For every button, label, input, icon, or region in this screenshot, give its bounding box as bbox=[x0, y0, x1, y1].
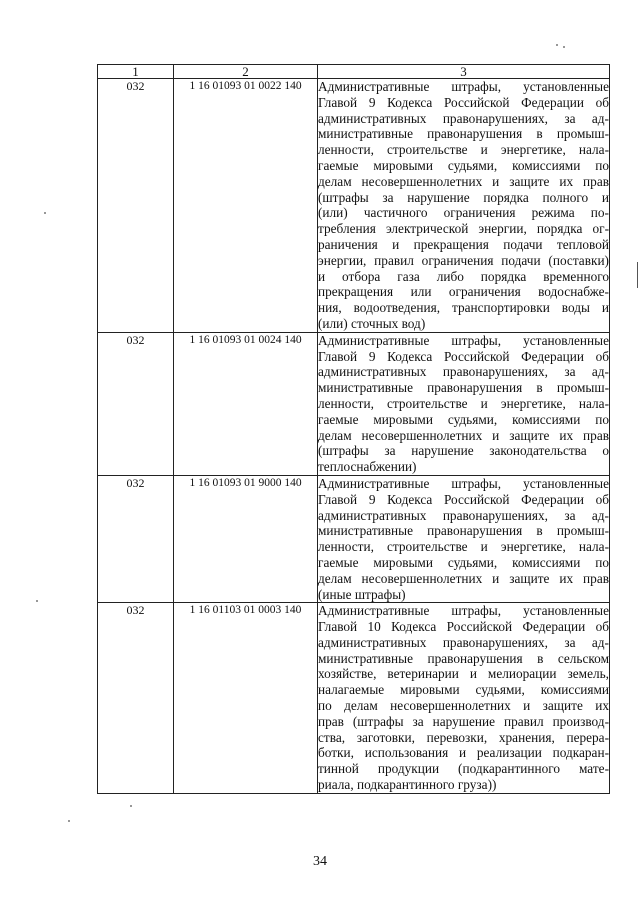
description-line: ботки, использования и реализации подкаран- bbox=[318, 745, 609, 761]
description-line: гаемые мировыми судьями, комиссиями по bbox=[318, 157, 609, 173]
description-line: налагаемые мировыми судьями, комиссиями bbox=[318, 682, 609, 698]
description-line: по делам несовершеннолетних и защите их bbox=[318, 698, 609, 714]
description-line: административных правонарушениях, за ад- bbox=[318, 110, 609, 126]
description-line: министративные правонарушения в сельском bbox=[318, 650, 609, 666]
revenue-description bbox=[318, 332, 610, 475]
description-line: административных правонарушениях, за ад- bbox=[318, 507, 609, 523]
description-line: министративные правонарушения в промыш- bbox=[318, 126, 609, 142]
description-line: (или) сточных вод) bbox=[318, 315, 426, 331]
description-line: Административные штрафы, установленные bbox=[318, 332, 609, 348]
description-line: ленности, строительстве и энергетике, нала- bbox=[318, 539, 609, 555]
description-line: (или) частичного ограничения режима по- bbox=[318, 205, 609, 221]
description-line: (иные штрафы) bbox=[318, 586, 406, 602]
description-line: ния, водоотведения, транспортировки воды и bbox=[318, 300, 609, 316]
scan-speck bbox=[130, 805, 132, 807]
column-number-2: 2 bbox=[174, 65, 318, 79]
scan-speck bbox=[556, 44, 558, 46]
table-row bbox=[98, 603, 610, 794]
description-line: и отбора газа либо порядка временного bbox=[318, 268, 609, 284]
administrator-code: 032 bbox=[98, 79, 174, 333]
scan-speck bbox=[563, 46, 565, 48]
description-line: прекращения или ограничения водоснабже- bbox=[318, 284, 609, 300]
description-line: раничения и прекращения подачи тепловой bbox=[318, 236, 609, 252]
scan-speck bbox=[36, 600, 38, 602]
description-line: тинной продукции (подкарантинного мате- bbox=[318, 761, 609, 777]
administrator-code: 032 bbox=[98, 332, 174, 475]
scan-edge-mark bbox=[637, 262, 638, 288]
revenue-description bbox=[318, 79, 610, 333]
description-line: теплоснабжении) bbox=[318, 459, 417, 475]
description-line: хозяйстве, ветеринарии и мелиорации земель, bbox=[318, 666, 609, 682]
revenue-description bbox=[318, 603, 610, 794]
description-line: делам несовершеннолетних и защите их прав bbox=[318, 427, 609, 443]
scan-speck bbox=[44, 212, 46, 214]
description-line: Административные штрафы, установленные bbox=[318, 603, 609, 619]
description-line: делам несовершеннолетних и защите их прав bbox=[318, 173, 609, 189]
description-line: ства, заготовки, перевозки, хранения, перера- bbox=[318, 729, 609, 745]
revenue-description bbox=[318, 475, 610, 602]
description-line: требления электрической энергии, порядка ог- bbox=[318, 221, 609, 237]
description-line: прав (штрафы за нарушение правил производ- bbox=[318, 713, 609, 729]
table-row bbox=[98, 475, 610, 602]
description-line: административных правонарушениях, за ад- bbox=[318, 634, 609, 650]
budget-classification-code: 1 16 01103 01 0003 140 bbox=[174, 603, 318, 794]
table-header-row bbox=[98, 65, 610, 79]
description-line: гаемые мировыми судьями, комиссиями по bbox=[318, 411, 609, 427]
description-line: Главой 10 Кодекса Российской Федерации об bbox=[318, 619, 609, 635]
budget-classification-code: 1 16 01093 01 0024 140 bbox=[174, 332, 318, 475]
description-line: (штрафы за нарушение порядка полного и bbox=[318, 189, 609, 205]
page-number: 34 bbox=[313, 854, 327, 869]
description-line: Главой 9 Кодекса Российской Федерации об bbox=[318, 491, 609, 507]
budget-classification-code: 1 16 01093 01 0022 140 bbox=[174, 79, 318, 333]
administrator-code: 032 bbox=[98, 475, 174, 602]
administrator-code: 032 bbox=[98, 603, 174, 794]
description-line: министративные правонарушения в промыш- bbox=[318, 380, 609, 396]
description-line: ленности, строительстве и энергетике, нала- bbox=[318, 395, 609, 411]
column-number-1: 1 bbox=[98, 65, 174, 79]
description-line: Главой 9 Кодекса Российской Федерации об bbox=[318, 348, 609, 364]
table-row bbox=[98, 79, 610, 333]
description-line: риала, подкарантинного груза)) bbox=[318, 777, 497, 793]
description-line: (штрафы за нарушение законодательства о bbox=[318, 443, 609, 459]
budget-codes-table bbox=[97, 64, 610, 794]
description-line: энергии, правил ограничения подачи (поставки) bbox=[318, 252, 609, 268]
description-line: ленности, строительстве и энергетике, нала- bbox=[318, 142, 609, 158]
column-number-3: 3 bbox=[318, 65, 610, 79]
description-line: Административные штрафы, установленные bbox=[318, 475, 609, 491]
description-line: министративные правонарушения в промыш- bbox=[318, 523, 609, 539]
description-line: Главой 9 Кодекса Российской Федерации об bbox=[318, 94, 609, 110]
description-line: Административные штрафы, установленные bbox=[318, 79, 609, 94]
description-line: делам несовершеннолетних и защите их прав bbox=[318, 570, 609, 586]
table-row bbox=[98, 332, 610, 475]
budget-classification-code: 1 16 01093 01 9000 140 bbox=[174, 475, 318, 602]
description-line: гаемые мировыми судьями, комиссиями по bbox=[318, 554, 609, 570]
scan-speck bbox=[68, 820, 70, 822]
description-line: административных правонарушениях, за ад- bbox=[318, 364, 609, 380]
